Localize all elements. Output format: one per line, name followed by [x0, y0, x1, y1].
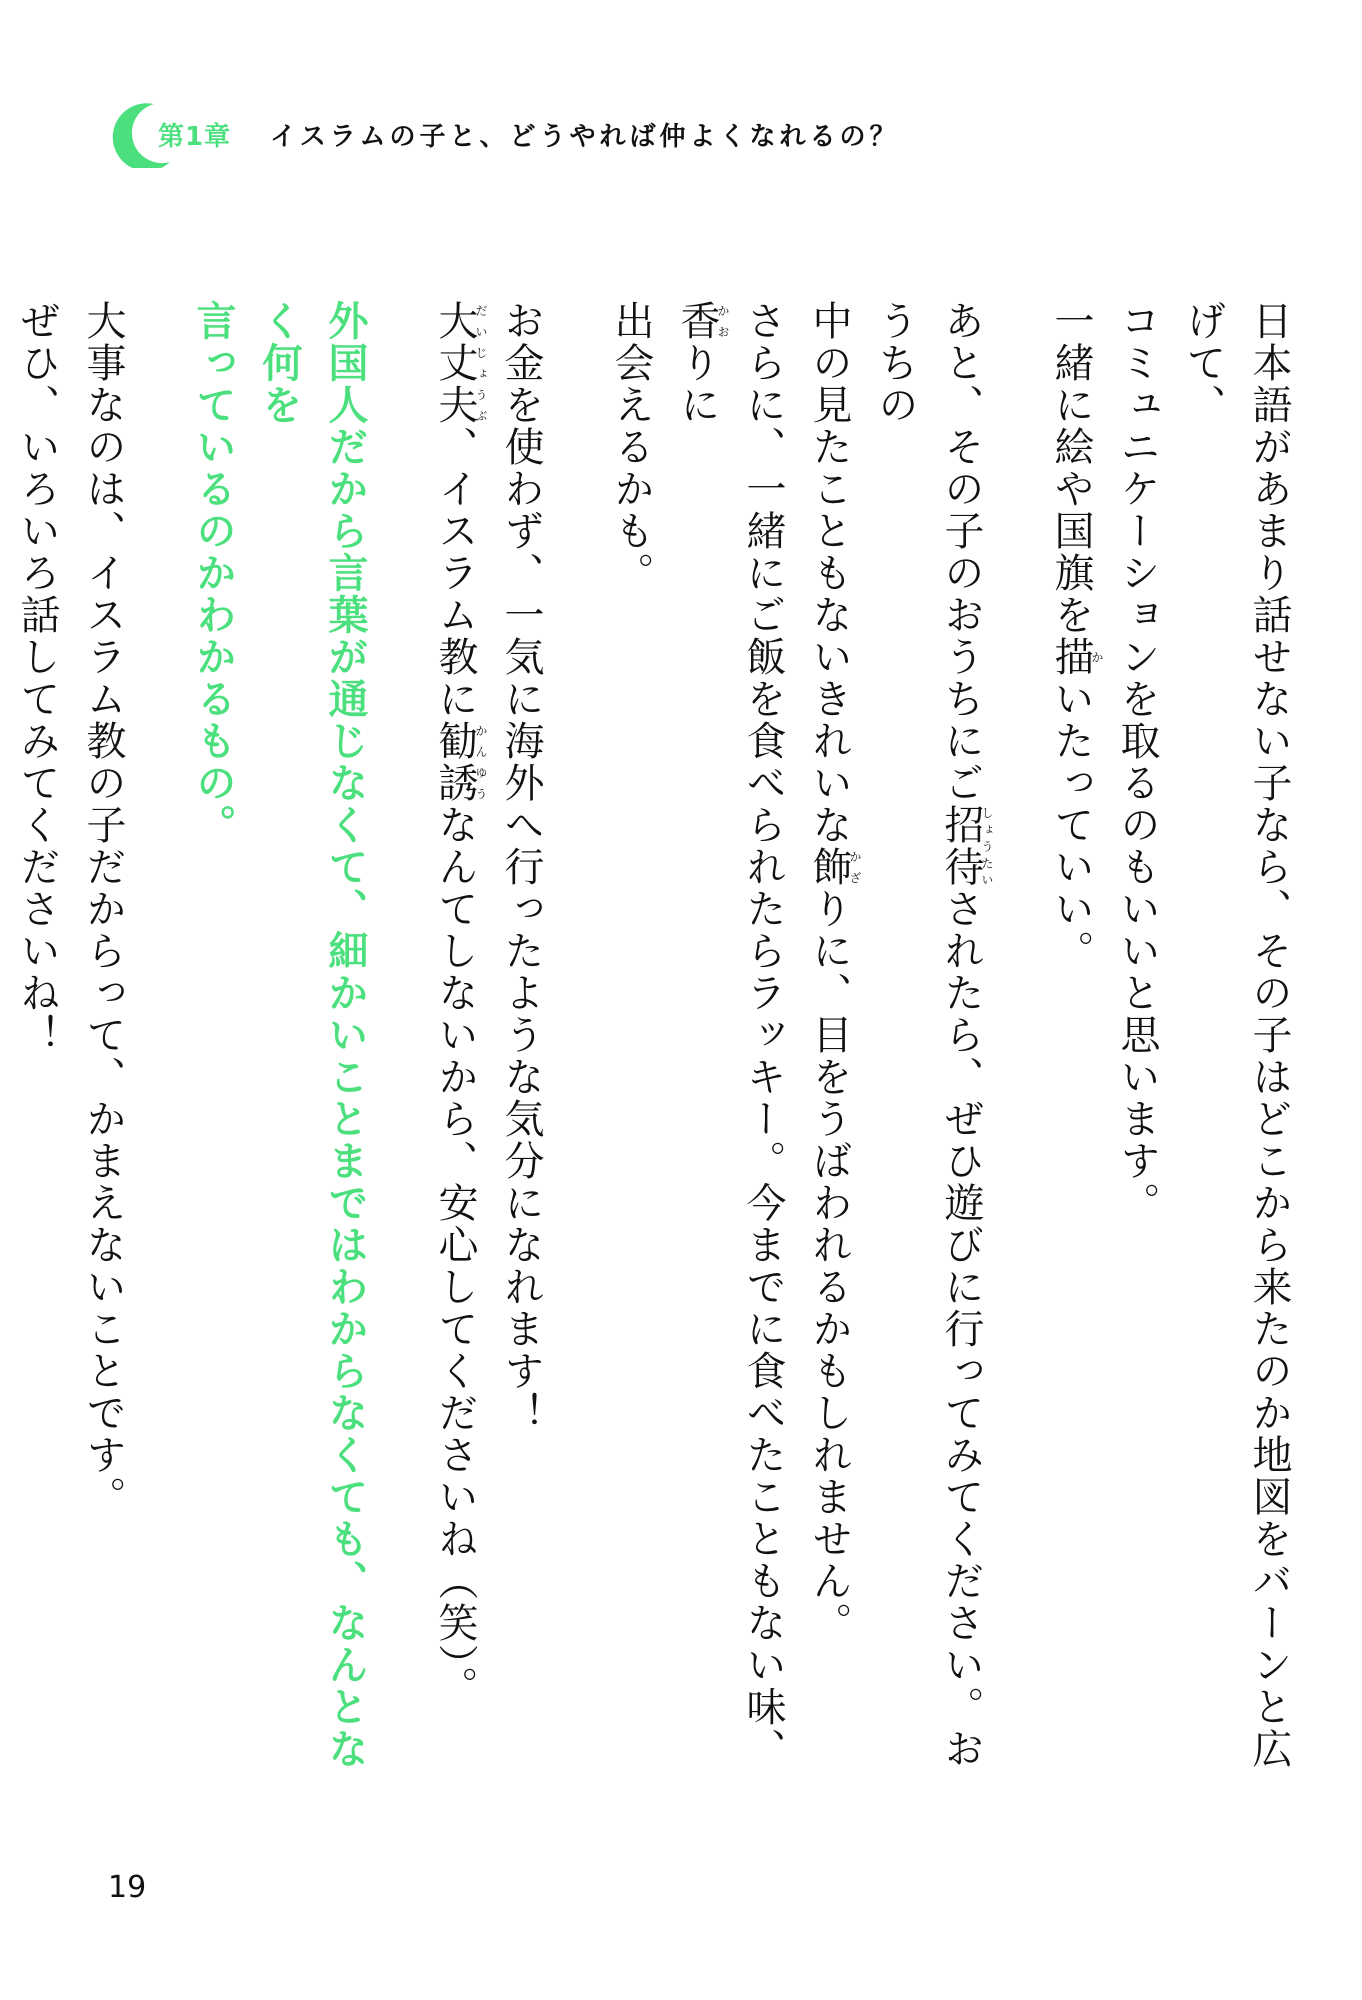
ruby-annotation: 招待しょうたい [938, 804, 994, 888]
paragraph-3 [422, 300, 554, 1800]
text-line: 出会えるかも。 [608, 300, 654, 594]
text-line: 言っているのかわかるもの。 [190, 300, 236, 846]
text-line: お金を使わず、一気に海外へ行ったような気分になれます！ [498, 300, 544, 1434]
text-line: 一緒に絵や国旗を描かいたっていい。 [1048, 300, 1104, 972]
ruby-annotation: 大丈夫だいじょうぶ [432, 300, 488, 426]
paragraph-1 [1038, 300, 1302, 1800]
ruby-annotation: 飾かざ [806, 846, 862, 888]
paragraph-5 [4, 300, 136, 1800]
chapter-title: イスラムの子と、どうやれば仲よくなれるの？ [270, 122, 900, 152]
text-line: 大丈夫だいじょうぶ、イスラム教に勧誘かんゆうなんてしないから、安心してくださいね（笑）。 [432, 300, 488, 1708]
text-line: ぜひ、いろいろ話してみてくださいね！ [14, 300, 60, 1056]
page-number: 19 [108, 1870, 147, 1905]
text-line: あと、その子のおうちにご招待しょうたいされたら、ぜひ遊びに行ってみてください。おうちの [872, 300, 994, 1770]
paragraph-2 [598, 300, 994, 1800]
text-line: 中の見たこともないきれいな飾かざりに、目をうばわれるかもしれません。 [806, 300, 862, 1644]
text-line: さらに、一緒にご飯を食べられたらラッキー。今までに食べたこともない味、香かおりに [674, 300, 786, 1770]
chapter-header [110, 100, 1260, 172]
text-line: 大事なのは、イスラム教の子だからって、かまえないことです。 [80, 300, 126, 1518]
ruby-annotation: 勧誘かんゆう [432, 720, 488, 804]
body-text [4, 300, 1302, 1800]
ruby-annotation: 香かお [674, 300, 730, 342]
text-line: コミュニケーションを取るのもいいと思います。 [1114, 300, 1160, 1224]
text-line: 外国人だから言葉が通じなくて、細かいことまではわからなくても、なんとなく何を [256, 300, 368, 1770]
highlight-paragraph [180, 300, 378, 1800]
text-line: 日本語があまり話せない子なら、その子はどこから来たのか地図をバーンと広げて、 [1180, 300, 1292, 1770]
chapter-label: 第1章 [158, 122, 232, 152]
ruby-annotation: 描か [1048, 636, 1104, 678]
